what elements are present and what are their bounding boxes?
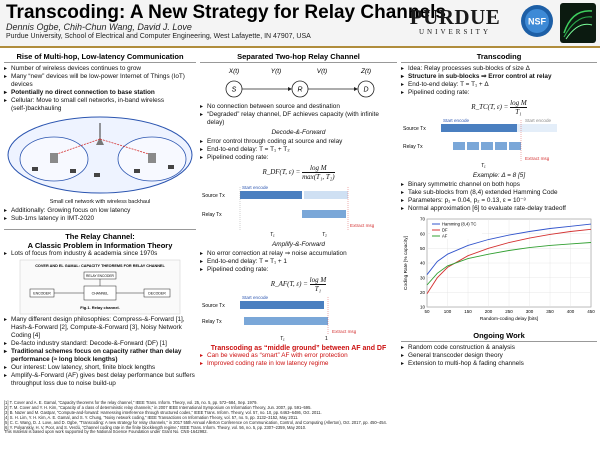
funding-note: This material is based upon work supported by the National Science Foundation under Grant No. CNS-1642982. (4, 429, 208, 435)
chart-xtick-label: 300 (525, 309, 534, 314)
paper-block-channel: CHANNEL (91, 291, 109, 296)
tc-formula (401, 99, 597, 116)
purdue-logo-university: UNIVERSITY (419, 28, 491, 36)
purdue-logo-word: PURDUE (409, 5, 501, 29)
research-logo (560, 3, 596, 43)
list-item: ▸ Idea: Relay processes sub-blocks of size Δ (401, 65, 597, 73)
tc-relay-subblock (467, 142, 479, 150)
paper-figure-caption: Fig.1. Relay channel. (80, 305, 120, 310)
df-timeline (200, 183, 397, 239)
chart-legend-label: AF (442, 233, 448, 239)
example-subtitle: Example: Δ = 8 [5] (472, 172, 526, 179)
list-item: ▸ Pipelined coding rate: (200, 154, 397, 162)
chart-ytick-label: 10 (419, 304, 425, 310)
reference-item: [3] B. Nazer and M. Gastpar, “Compute-and-forward: Harnessing interference through structured codes,” IEEE Trans. Inform. Theory, vol. 57, no. 10, pp. 6463–6486, Oct. 2011. (4, 409, 322, 415)
tc-formula-num: log M (510, 99, 527, 107)
af-t1-label: T₁ (280, 336, 285, 342)
list-item: ▸ Error control through coding at source and relay (200, 138, 397, 146)
middle-ground-title: Transcoding as “middle ground” between AF and DF (210, 345, 387, 352)
af-relay-block (244, 317, 328, 325)
section-title-relay: The Relay Channel: (65, 232, 135, 241)
af-start-encode-label: Start encode (242, 295, 269, 300)
af-timeline-source-label: Source Tx (202, 303, 225, 309)
df-t2-label: T₂ (322, 232, 327, 238)
df-timeline-relay-label: Relay Tx (202, 212, 222, 218)
df-formula (200, 164, 397, 181)
af-formula-num: log M (309, 276, 327, 284)
list-item: ▸ Our interest: Low latency, short, finite block lengths (4, 364, 196, 372)
chart-ylabel: Coding Rate [% capacity] (404, 236, 409, 290)
nsf-logo-text: NSF (528, 16, 546, 27)
label-z: Z(t) (360, 68, 372, 75)
nsf-logo (520, 4, 554, 38)
list-item: ▸ End-to-end delay: T = T₁ + T₂ (200, 146, 397, 154)
chart-xlabel: Random-coding delay [bits] (479, 317, 539, 322)
rate-delay-chart (401, 215, 597, 327)
df-formula-den: max(T₁, T₂) (302, 173, 335, 181)
relay-channel-section (4, 229, 196, 250)
poster-title: Transcoding: A New Strategy for Relay Channels (6, 2, 446, 23)
section-title-transcoding: Transcoding (401, 52, 597, 63)
node-destination-label: D (363, 86, 369, 94)
list-item: ▸ Random code construction & analysis (401, 344, 597, 352)
list-item: ▸ Many different design philosophies: Compress-&-Forward [1], Hash-&-Forward [2], Compute-&-Forward [3], Noisy Network Coding [4] (4, 316, 196, 340)
df-extract-label: Extract msg (350, 223, 375, 228)
chart-ytick-label: 30 (419, 275, 425, 281)
column-left (4, 52, 196, 388)
tc-formula-lhs: R_TC(T, ε) = (471, 103, 509, 112)
relay-channel-paper-figure (4, 259, 196, 315)
reference-item: [1] T. Cover and A. E. Gamal, “Capacity theorems for the relay channel,” IEEE Trans. Inform. Theory, vol. 25, no. 5, pp. 572–584, Sep. 1979. (4, 400, 258, 405)
chart-legend-label: Hamming (8,4) TC (442, 221, 477, 227)
latency-list (4, 207, 196, 223)
list-item: ▸ Take sub-blocks from (8,4) extended Hamming Code (401, 189, 597, 197)
column-middle (200, 52, 397, 368)
chart-ytick-label: 70 (419, 216, 425, 222)
list-item: ▸ Normal approximation [6] to evaluate rate-delay tradeoff (401, 205, 597, 213)
list-item: ▸ General transcoder design theory (401, 352, 597, 360)
df-timeline-source-label: Source Tx (202, 193, 225, 199)
tc-extract-label: Extract msg (525, 156, 550, 161)
tc-relay-subblock (495, 142, 507, 150)
tc-timeline (401, 118, 597, 170)
df-t1-label: T₁ (270, 232, 275, 238)
tc-relay-subblock (509, 142, 521, 150)
af-formula-lhs: R_AF(T, ε) = (270, 280, 308, 289)
list-item: ▸ Additionally: Growing focus on low latency (4, 207, 196, 215)
list-item: ▸ No error correction at relay ⇒ noise accumulation (200, 250, 397, 258)
reference-item: [5] C. C. Wang, D. J. Love, and D. Ogbe, “Transcoding: A new strategy for relay channels,” in 2017 55th Annual Allerton Conference on Communication, Control, and Computing (Allerton), Oct. 2017, pp. 450–454. (4, 419, 387, 425)
chart-xtick-label: 100 (443, 309, 452, 314)
list-item: ▸ Cellular: Move to small cell networks, in-band wireless (self-)backhauling (4, 97, 196, 113)
df-subtitle: Decode-&-Forward (271, 129, 326, 136)
af-timeline-relay-label: Relay Tx (202, 319, 222, 325)
two-hop-list (200, 103, 397, 127)
chart-xtick-label: 50 (424, 309, 430, 314)
df-formula-num: log M (302, 164, 334, 173)
chart-xtick-label: 250 (505, 309, 513, 314)
chart-ytick-label: 40 (419, 260, 425, 266)
list-item: ▸ “Degraded” relay channel, DF achieves capacity (with infinite delay) (200, 111, 397, 127)
list-item: ▸ Improved coding rate in low latency regime (200, 360, 397, 368)
reference-item: [2] T. M. Cover and Y. H. Kim, “Capacity of a class of deterministic relay channels,” in 2007 IEEE International Symposium on Information Theory, Jun. 2007, pp. 591–595. (4, 404, 312, 410)
df-relay-block (302, 210, 346, 218)
paper-block-encoder: ENCODER (33, 291, 51, 296)
figure-caption: Small cell network with wireless backhaul (49, 199, 151, 205)
chart-ytick-label: 60 (419, 231, 425, 237)
purdue-logo (404, 6, 506, 42)
paper-block-decoder: DECODER (148, 291, 166, 296)
tc-source-block-2 (517, 124, 557, 132)
label-x: X(t) (228, 68, 240, 75)
af-source-block (240, 301, 324, 309)
tc-start-encode-label-2: Start encode (525, 118, 552, 123)
relay-intro-list (4, 250, 196, 258)
label-y: Y(t) (270, 68, 282, 75)
list-item: ▸ Pipelined coding rate: (200, 266, 397, 274)
list-item: ▸ Amplify-&-Forward (AF) gives best delay performance but suffers throughput loss due to noise build-up (4, 372, 196, 388)
chart-xtick-label: 400 (566, 309, 575, 314)
tc-timeline-relay-label: Relay Tx (403, 144, 423, 150)
af-timeline (200, 295, 397, 343)
example-list (401, 181, 597, 213)
chart-ytick-label: 20 (419, 289, 425, 295)
section-title-ongoing: Ongoing Work (401, 331, 597, 342)
df-start-encode-label: Start encode (242, 185, 269, 190)
list-item: ▸ End-to-end delay: T = T₁ + 1 (200, 258, 397, 266)
section-title-two-hop: Separated Two-hop Relay Channel (200, 52, 397, 63)
label-v: V(t) (316, 68, 328, 75)
tc-source-block (441, 124, 517, 132)
two-hop-diagram (200, 65, 397, 103)
list-item: ▸ Can be viewed as “smart” AF with error protection (200, 352, 397, 360)
chart-xtick-label: 350 (546, 309, 554, 314)
list-item: ▸ No connection between source and destination (200, 103, 397, 111)
reference-item: [6] Y. Polyanskiy, H. V. Poor, and S. Verdú, “Channel coding rate in the finite blocklength regime,” IEEE Trans. Inform. Theory, vol. 56, no. 5, pp. 2307–2359, May 2010. (4, 424, 307, 430)
poster-header (0, 0, 600, 48)
list-item: ▸ Potentially no direct connection to base station (4, 89, 196, 97)
list-item: ▸ De-facto industry standard: Decode-&-Forward (DF) [1] (4, 340, 196, 348)
tc-t1-label: T₁ (481, 163, 486, 169)
node-source-label: S (231, 86, 237, 94)
authors: Dennis Ogbe, Chih-Chun Wang, David J. Love (6, 22, 192, 32)
chart-xtick-label: 150 (464, 309, 472, 314)
df-source-block-2 (304, 191, 348, 199)
af-one-label: 1 (325, 336, 328, 342)
af-extract-label: Extract msg (332, 329, 357, 334)
tc-formula-den: T₁ (515, 108, 522, 116)
list-item: ▸ Lots of focus from industry & academia since 1970s (4, 250, 196, 258)
ongoing-list (401, 344, 597, 368)
tc-start-encode-label: Start encode (443, 118, 470, 123)
list-item: ▸ Number of wireless devices continues to grow (4, 65, 196, 73)
paper-block-relay: RELAY ENCODER (86, 273, 114, 278)
list-item: ▸ Traditional schemes focus on capacity rather than delay performance (≈ long block lengths) (4, 348, 196, 364)
list-item: ▸ Parameters: p₁ = 0.04, p₂ = 0.13, ε = 10⁻³ (401, 197, 597, 205)
af-subtitle: Amplify-&-Forward (272, 241, 325, 248)
section-subtitle-relay: A Classic Problem in Information Theory (27, 241, 173, 250)
section-title-multihop: Rise of Multi-hop, Low-latency Communication (4, 52, 196, 63)
chart-xtick-label: 200 (484, 309, 493, 314)
df-formula-lhs: R_DF(T, ε) = (262, 168, 301, 177)
df-source-block (240, 191, 302, 199)
list-item: ▸ Extension to multi-hop & fading channels (401, 360, 597, 368)
af-formula (200, 276, 397, 293)
df-list (200, 138, 397, 162)
chart-legend-label: DF (442, 227, 448, 233)
list-item: ▸ End-to-end delay: T = T₁ + Δ (401, 81, 597, 89)
list-item: ▸ Binary symmetric channel on both hops (401, 181, 597, 189)
paper-title-text: COVER AND EL GAMAL: CAPACITY THEOREMS FOR RELAY CHANNEL (35, 264, 165, 268)
chart-ytick-label: 50 (419, 245, 425, 251)
relay-design-list (4, 316, 196, 388)
node-relay-label: R (297, 86, 303, 94)
list-item: ▸ Sub-1ms latency in IMT-2020 (4, 215, 196, 223)
transcoding-list (401, 65, 597, 97)
references (4, 401, 596, 435)
af-list (200, 250, 397, 274)
chart-xtick-label: 450 (587, 309, 595, 314)
affiliation: Purdue University, School of Electrical and Computer Engineering, West Lafayette, IN 47907, USA (6, 33, 311, 40)
list-item: ▸ Pipelined coding rate: (401, 89, 597, 97)
middle-ground-list (200, 352, 397, 368)
list-item: ▸ Many “new” devices will be low-power Internet of Things (IoT) devices (4, 73, 196, 89)
column-right (401, 52, 597, 368)
tc-relay-subblock (481, 142, 493, 150)
af-formula-den: T₁ (314, 285, 322, 293)
list-item: ▸ Structure in sub-blocks ⇒ Error control at relay (401, 73, 597, 81)
reference-item: [4] S. H. Lim, Y. H. Kim, A. E. Gamal, and S. Y. Chung, “Noisy network coding,” IEEE Transactions on Information Theory, vol. 57, no. 5, pp. 3132–3152, May 2011. (4, 414, 299, 420)
tc-timeline-source-label: Source Tx (403, 126, 426, 132)
multihop-list (4, 65, 196, 113)
small-cell-network-figure (4, 115, 196, 197)
tc-relay-subblock (453, 142, 465, 150)
